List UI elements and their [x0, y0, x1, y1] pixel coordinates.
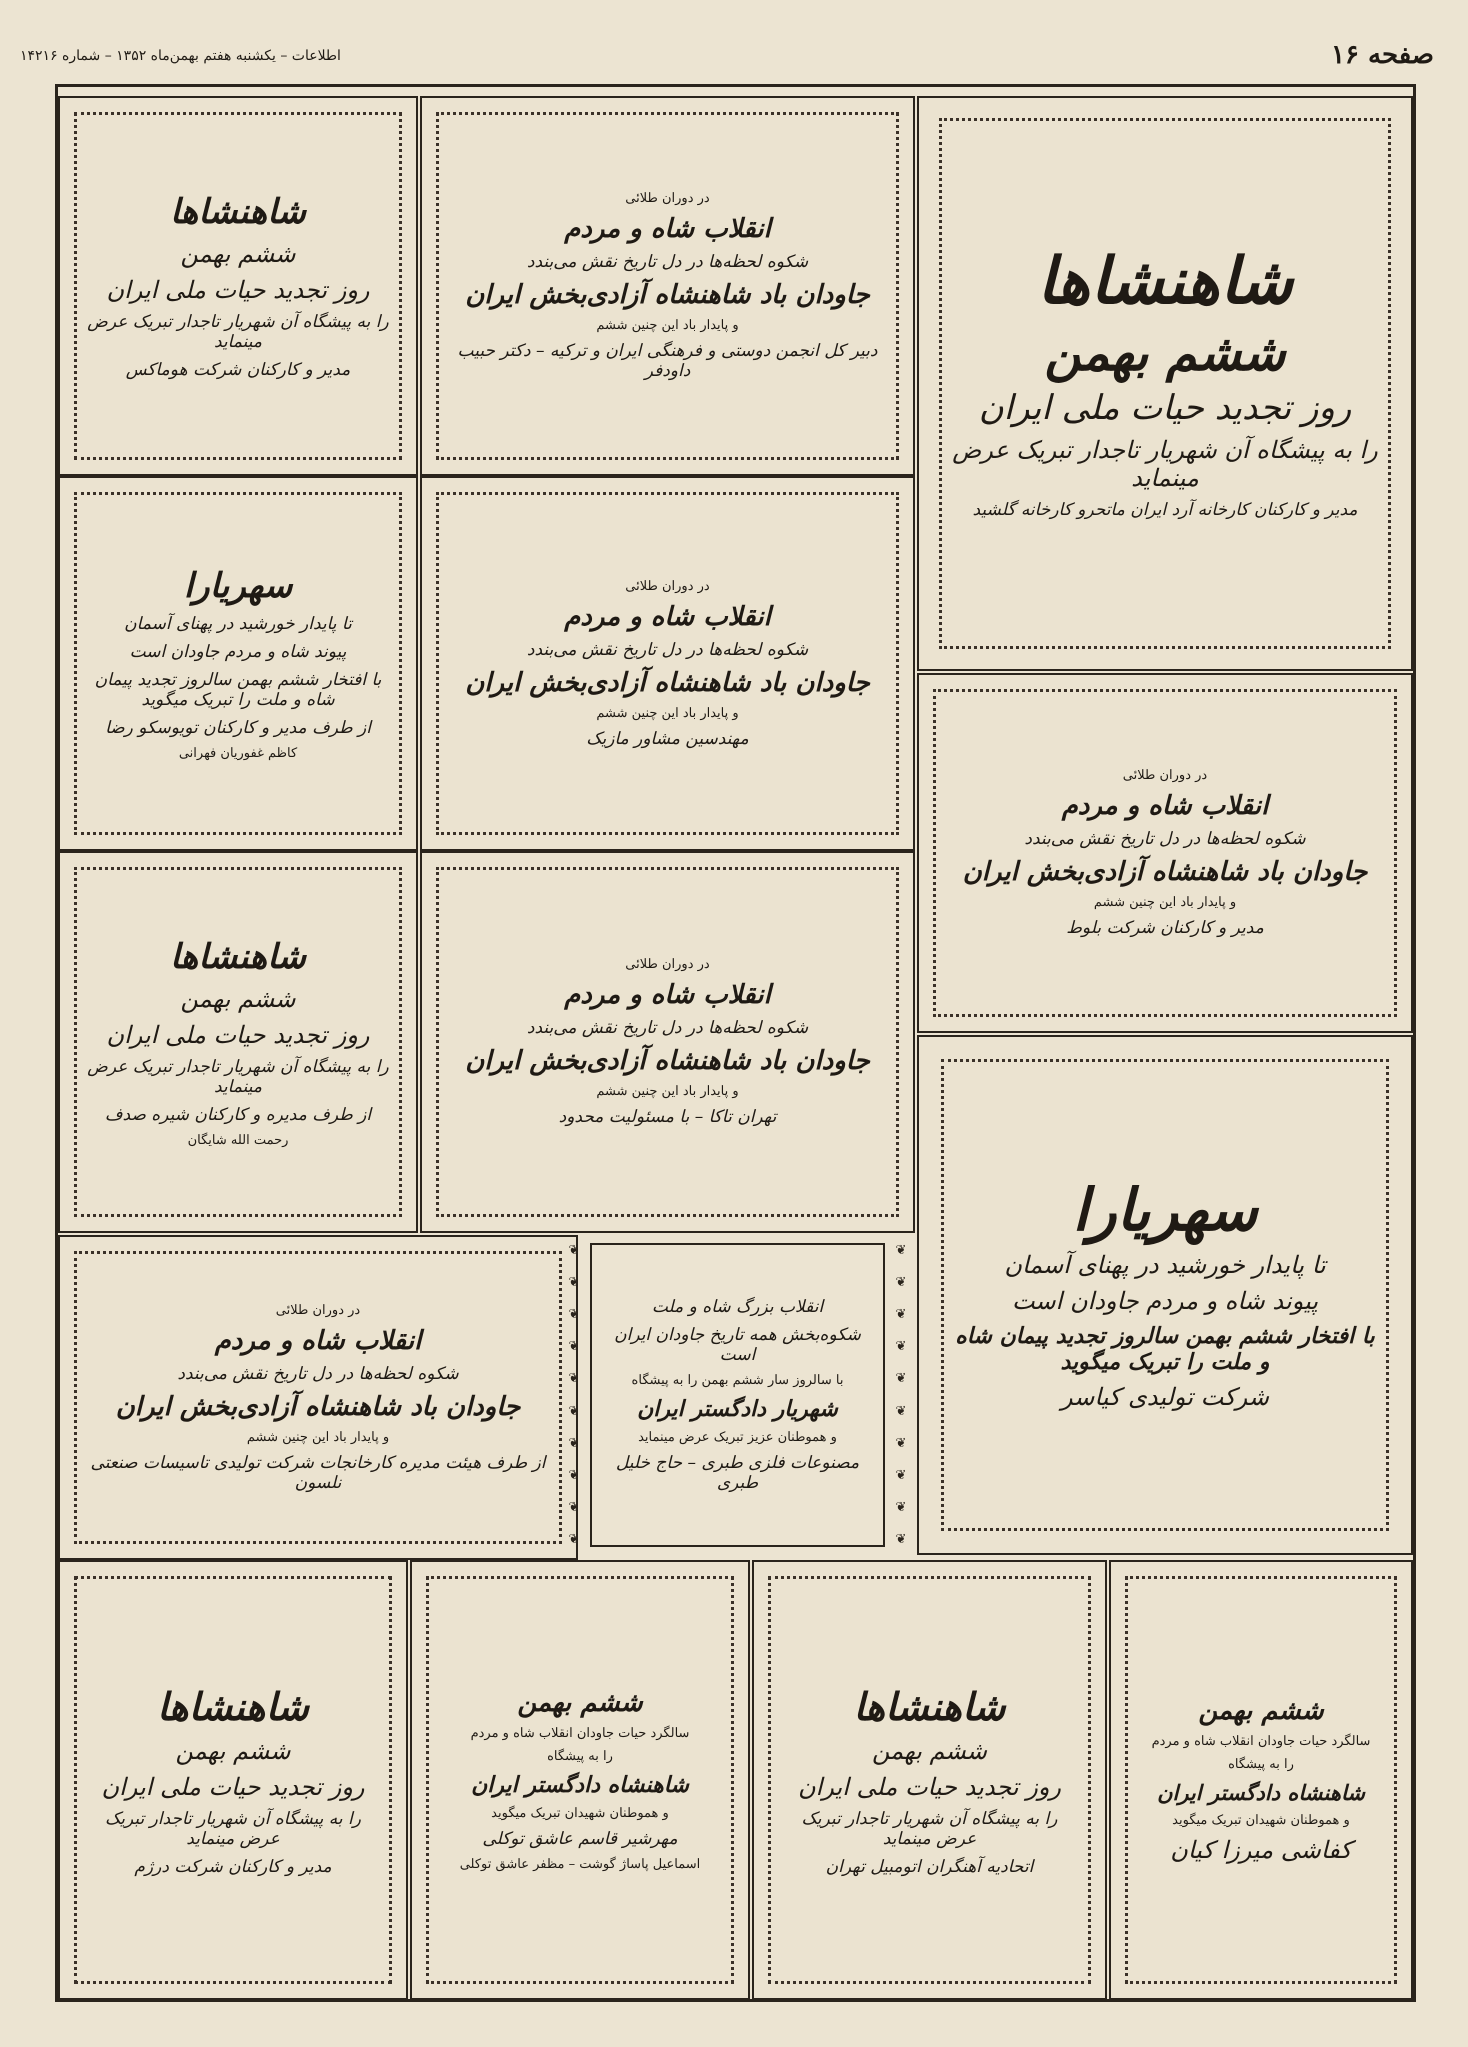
ad-line: و پایدار باد این چنین ششم — [596, 318, 739, 333]
ad-line: و پایدار باد این چنین ششم — [246, 1429, 390, 1445]
ad-mazik — [420, 476, 915, 851]
ad-title: سهریارا — [183, 566, 293, 606]
ad-mirzakian — [1109, 1560, 1413, 2000]
ad-title: شاهنشاها — [156, 1683, 310, 1729]
ad-line: سالگرد حیات جاودان انقلاب شاه و مردم — [470, 1726, 690, 1741]
ad-title: انقلاب شاه و مردم — [564, 214, 771, 244]
ad-line: و هموطنان شهیدان تبریک میگوید — [491, 1806, 669, 1821]
ad-line: پیوند شاه و مردم جاودان است — [1011, 1286, 1319, 1315]
ad-line: روز تجدید حیات ملی ایران — [798, 1772, 1062, 1801]
ad-signature: مدیر و کارکنان شرکت درژم — [134, 1856, 332, 1877]
ad-sadaf — [58, 851, 418, 1233]
ad-line: شکوه لحظه‌ها در دل تاریخ نقش می‌بندد — [1024, 829, 1306, 849]
ad-title: شاهنشاها — [853, 1683, 1006, 1729]
ad-line: با سالروز سار ششم بهمن را به پیشگاه — [631, 1373, 844, 1388]
ad-line: شکوه‌بخش همه تاریخ جاودان ایران است — [614, 1325, 861, 1365]
ad-line: را به پیشگاه آن شهریار تاجدار تبریک عرض مینماید — [105, 1808, 361, 1849]
ad-signature: از طرف هیئت مدیره کارخانجات شرکت تولیدی تاسیسات صنعتی نلسون — [90, 1452, 546, 1493]
ad-signature: مدیر و کارکنان شرکت بلوط — [1066, 918, 1264, 938]
issue-info: اطلاعات – یکشنبه هفتم بهمن‌ماه ۱۳۵۲ – شماره ۱۴۲۱۶ — [20, 48, 341, 64]
ad-line: شکوه لحظه‌ها در دل تاریخ نقش می‌بندد — [177, 1363, 459, 1384]
ornament-border-left: ❦ ❦ ❦ ❦ ❦ ❦ ❦ ❦ ❦ ❦ — [568, 1243, 580, 1547]
ad-blacksmiths-union — [752, 1560, 1107, 2000]
ad-flour-factory — [917, 96, 1413, 671]
ad-line: ششم بهمن — [872, 1736, 988, 1765]
ad-title: سهریارا — [1072, 1176, 1258, 1245]
ad-title: شاهنشاها — [169, 192, 307, 232]
ad-line: و پایدار باد این چنین ششم — [1093, 895, 1237, 910]
ad-line: شاهنشاه دادگستر ایران — [471, 1772, 689, 1798]
page-number: صفحه ۱۶ — [1331, 40, 1434, 70]
ad-line: در دوران طلائی — [625, 957, 710, 972]
ad-line: ششم بهمن — [180, 984, 296, 1013]
ad-signature: اتحادیه آهنگران اتومبیل تهران — [825, 1856, 1034, 1877]
ad-line: انقلاب بزرگ شاه و ملت — [651, 1297, 824, 1317]
ad-line: در دوران طلائی — [275, 1302, 361, 1318]
ad-line: ششم بهمن — [180, 240, 296, 268]
ad-line: را به پیشگاه آن شهریار تاجدار تبریک عرض مینماید — [801, 1808, 1058, 1849]
ad-line: با افتخار ششم بهمن سالروز تجدید پیمان شاه و ملت را تبریک میگوید — [955, 1322, 1375, 1375]
ad-line: و پایدار باد این چنین ششم — [596, 1084, 739, 1099]
ad-line: شکوه لحظه‌ها در دل تاریخ نقش می‌بندد — [526, 639, 809, 660]
ad-line: در دوران طلائی — [625, 578, 710, 594]
ad-signature: دبیر کل انجمن دوستی و فرهنگی ایران و ترکیه – دکتر حبیب داودفر — [457, 341, 878, 381]
ad-line: روز تجدید حیات ملی ایران — [106, 1020, 370, 1049]
ad-line: شاهنشاه دادگستر ایران — [1157, 1780, 1365, 1805]
ad-title: شاهنشاها — [1036, 243, 1294, 319]
ad-line: جاودان باد شاهنشاه آزادی‌بخش ایران — [115, 1391, 521, 1422]
ad-line: سالگرد حیات جاودان انقلاب شاه و مردم — [1151, 1734, 1371, 1749]
ad-line: و هموطنان شهیدان تبریک میگوید — [1172, 1813, 1350, 1828]
ad-title: شاهنشاها — [169, 936, 307, 977]
ad-signature: رحمت الله شایگان — [187, 1132, 289, 1148]
ad-signature: کاظم غفوریان فهرانی — [178, 746, 298, 761]
ad-line: را به پیشگاه آن شهریار تاجدار تبریک عرض مینماید — [87, 312, 389, 352]
ad-nelson — [58, 1235, 578, 1560]
ad-line: روز تجدید حیات ملی ایران — [101, 1772, 365, 1801]
ad-signature: شرکت تولیدی کیاسر — [1061, 1382, 1269, 1411]
ad-title: انقلاب شاه و مردم — [564, 980, 771, 1010]
ad-title: انقلاب شاه و مردم — [564, 601, 771, 632]
ad-line: را به پیشگاه آن شهریار تاجدار تبریک عرض مینماید — [952, 436, 1378, 493]
ad-taka — [420, 851, 915, 1233]
ad-title: ششم بهمن — [1198, 1696, 1324, 1726]
ad-line: تا پایدار خورشید در پهنای آسمان — [124, 614, 352, 634]
page-header — [20, 40, 1448, 80]
ad-signature: مدیر و کارکنان کارخانه آرد ایران ماتحرو کارخانه گلشید — [972, 500, 1358, 521]
ad-line: در دوران طلائی — [1122, 768, 1208, 783]
ad-toyosco — [58, 476, 418, 851]
ad-homax — [58, 96, 418, 476]
ad-kiasar — [917, 1035, 1413, 1555]
ad-tabari — [560, 1225, 915, 1565]
ad-signature: مصنوعات فلزی طبری – حاج خلیل طبری — [615, 1453, 860, 1493]
ad-line: در دوران طلائی — [625, 191, 710, 206]
ad-signature: کفاشی میرزا کیان — [1170, 1836, 1352, 1864]
ad-line: را به پیشگاه — [1228, 1757, 1294, 1772]
ad-line: ششم بهمن — [175, 1736, 291, 1765]
ad-line: روز تجدید حیات ملی ایران — [106, 276, 370, 304]
ad-title: انقلاب شاه و مردم — [214, 1325, 422, 1356]
ad-line: ششم بهمن — [1044, 323, 1286, 383]
ad-line: روز تجدید حیات ملی ایران — [978, 388, 1352, 429]
ad-line: را به پیشگاه آن شهریار تاجدار تبریک عرض مینماید — [87, 1056, 389, 1097]
ad-line: و هموطنان عزیز تبریک عرض مینماید — [638, 1430, 837, 1445]
ornament-border-right: ❦ ❦ ❦ ❦ ❦ ❦ ❦ ❦ ❦ ❦ — [895, 1243, 907, 1547]
ad-title: ششم بهمن — [517, 1688, 643, 1718]
ad-line: تا پایدار خورشید در پهنای آسمان — [1004, 1250, 1326, 1279]
ad-signature: اسماعیل پاساژ گوشت – مظفر عاشق توکلی — [459, 1857, 701, 1872]
ad-tavakoli — [410, 1560, 750, 2000]
ad-line: جاودان باد شاهنشاه آزادی‌بخش ایران — [465, 280, 870, 310]
ad-signature: مدیر و کارکنان شرکت هوماکس — [125, 360, 351, 380]
ad-signature: از طرف مدیر و کارکنان تویوسکو رضا — [105, 718, 371, 738]
ad-line: و پایدار باد این چنین ششم — [596, 705, 739, 721]
ad-iran-turkey — [420, 96, 915, 476]
ad-line: پیوند شاه و مردم جاودان است — [129, 642, 347, 662]
ad-signature: مهرشیر قاسم عاشق توکلی — [482, 1829, 678, 1849]
ad-baloot — [917, 673, 1413, 1033]
ad-line: را به پیشگاه — [547, 1749, 613, 1764]
ad-line: جاودان باد شاهنشاه آزادی‌بخش ایران — [465, 1046, 870, 1076]
ad-dorzam — [58, 1560, 408, 2000]
ad-line: با افتخار ششم بهمن سالروز تجدید پیمان شاه و ملت را تبریک میگوید — [94, 670, 382, 710]
ad-line: جاودان باد شاهنشاه آزادی‌بخش ایران — [465, 667, 870, 698]
ad-signature: مهندسین مشاور مازیک — [586, 728, 749, 749]
ad-title: شهریار دادگستر ایران — [637, 1396, 838, 1422]
ad-signature: تهران تاکا – با مسئولیت محدود — [558, 1107, 777, 1127]
ad-line: شکوه لحظه‌ها در دل تاریخ نقش می‌بندد — [526, 1018, 809, 1038]
ad-signature: از طرف مدیره و کارکنان شیره صدف — [104, 1104, 372, 1125]
ad-title: انقلاب شاه و مردم — [1061, 791, 1269, 821]
ad-line: شکوه لحظه‌ها در دل تاریخ نقش می‌بندد — [526, 252, 809, 272]
ad-line: جاودان باد شاهنشاه آزادی‌بخش ایران — [962, 857, 1368, 887]
